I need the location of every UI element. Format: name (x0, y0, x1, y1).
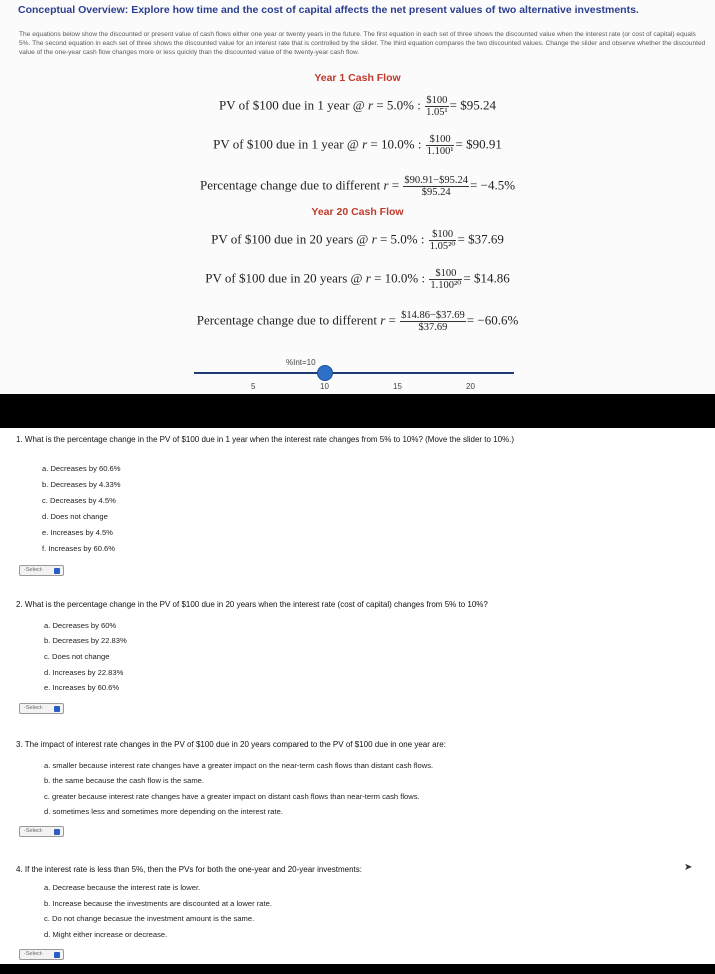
option: c. Decreases by 4.5% (42, 496, 116, 505)
eq-result: = −4.5% (470, 177, 516, 193)
select-value: -Select- (24, 951, 44, 957)
eq-result: = $37.69 (457, 231, 504, 247)
option: c. Does not change (44, 652, 110, 661)
option: e. Increases by 60.6% (44, 683, 120, 692)
year20-heading: Year 20 Cash Flow (311, 206, 404, 218)
option: a. Decreases by 60.6% (42, 464, 121, 473)
eq-fraction (429, 229, 457, 252)
eq-numerator: $100 (429, 229, 457, 241)
eq-prefix: Percentage change due to different (199, 177, 384, 193)
option: c. greater because interest rate changes have a greater impact on distant cash flows than near-term cash flows. (44, 792, 420, 801)
eq-denominator: $37.69 (418, 322, 448, 333)
question-4: 4. If the interest rate is less than 5%, then the PVs for both the one-year and 20-year investments: (16, 865, 362, 874)
eq-rvar: r (365, 270, 371, 286)
year20-eq3 (0, 310, 715, 333)
eq-rvar: r (383, 177, 389, 193)
eq-rvalue: = 10.0% : (370, 270, 429, 286)
year1-heading: Year 1 Cash Flow (314, 72, 401, 84)
question-3: 3. The impact of interest rate changes in the PV of $100 due in 20 years compared to the PV of $100 due in one year are: (16, 740, 446, 749)
option: b. the same because the cash flow is the same. (44, 776, 204, 785)
slider-tick: 15 (393, 382, 402, 391)
select-value: -Select- (24, 567, 44, 573)
slider-label: %Int=10 (286, 358, 316, 367)
dropdown-arrow-icon (54, 706, 60, 712)
black-bar (0, 394, 715, 428)
option: d. sometimes less and sometimes more depending on the interest rate. (44, 807, 283, 816)
question-1: 1. What is the percentage change in the PV of $100 due in 1 year when the interest rate changes from 5% to 10%? (Move the slider to 10%.) (16, 435, 515, 444)
option: a. Decreases by 60% (44, 621, 117, 630)
option: a. Decrease because the interest rate is lower. (44, 883, 201, 892)
option: d. Increases by 22.83% (44, 668, 124, 677)
year1-eq1 (0, 95, 715, 118)
slider-tick: 5 (251, 382, 256, 391)
eq-result: = −60.6% (466, 312, 519, 328)
slider-thumb[interactable] (317, 365, 333, 381)
eq-numerator: $14.86−$37.69 (401, 310, 465, 321)
eq-prefix: PV of $100 due in 1 year @ (219, 97, 368, 113)
bottom-black-bar (0, 964, 715, 974)
eq-numerator: $90.91−$95.24 (404, 175, 469, 186)
slider-tick: 10 (320, 382, 329, 391)
eq-fraction (400, 310, 466, 333)
eq-fraction (403, 175, 469, 198)
eq-denominator: $95.24 (421, 187, 451, 198)
year20-eq1 (0, 229, 715, 252)
question-2-select[interactable] (19, 703, 64, 714)
option: c. Do not change becasue the investment amount is the same. (44, 914, 255, 923)
option: e. Increases by 4.5% (42, 528, 113, 537)
eq-result: = $90.91 (455, 136, 502, 152)
mouse-cursor-icon: ➤ (684, 862, 693, 873)
dropdown-arrow-icon (54, 829, 60, 835)
eq-denominator: 1.05²⁰ (429, 241, 456, 252)
eq-prefix: PV of $100 due in 20 years @ (205, 270, 366, 286)
eq-prefix: PV of $100 due in 20 years @ (211, 231, 372, 247)
eq-denominator: 1.100¹ (426, 146, 454, 157)
slider-track[interactable] (194, 372, 514, 374)
select-value: -Select- (24, 828, 44, 834)
eq-rvar: r (362, 136, 368, 152)
eq-fraction (429, 268, 462, 291)
eq-rvalue: = (385, 312, 400, 328)
intro-text: The equations below show the discounted or present value of cash flows either one year or twenty years in the future. The first equation in each set of three shows the discounted value when the interest rate (or cost of capital) equals 5%. The second equation in each set of three shows the discounted value for an interest rate that is controlled by the slider. The third equation compares the two discounted values. Change the slider and observe whether the discounted value of the one-year cash flow changes more or less quickly than the discounted value of the twenty-year cash flow. (19, 31, 706, 57)
dropdown-arrow-icon (54, 952, 60, 958)
eq-numerator: $100 (426, 134, 455, 146)
eq-numerator: $100 (429, 268, 462, 280)
eq-rvalue: = 5.0% : (373, 97, 425, 113)
eq-denominator: 1.100²⁰ (430, 280, 462, 291)
option: b. Increase because the investments are discounted at a lower rate. (44, 899, 272, 908)
option: d. Does not change (42, 512, 108, 521)
eq-rvalue: = 10.0% : (367, 136, 425, 152)
page-title: Conceptual Overview: Explore how time and the cost of capital affects the net present values of two alternative investments. (18, 4, 639, 16)
eq-rvar: r (380, 312, 386, 328)
question-4-select[interactable] (19, 949, 64, 960)
eq-fraction (425, 95, 449, 118)
question-2: 2. What is the percentage change in the PV of $100 due in 20 years when the interest rate (cost of capital) changes from 5% to 10%? (16, 600, 488, 609)
slider-tick: 20 (466, 382, 475, 391)
eq-rvalue: = 5.0% : (376, 231, 428, 247)
option: b. Decreases by 4.33% (42, 480, 121, 489)
year1-eq3 (0, 175, 715, 198)
eq-rvalue: = (388, 177, 403, 193)
eq-result: = $95.24 (449, 97, 496, 113)
interactive-panel (0, 0, 715, 394)
year1-eq2 (0, 134, 715, 157)
eq-denominator: 1.05¹ (426, 107, 448, 118)
eq-result: = $14.86 (463, 270, 510, 286)
option: a. smaller because interest rate changes have a greater impact on the near-term cash flows than distant cash flows. (44, 761, 434, 770)
question-3-select[interactable] (19, 826, 64, 837)
eq-numerator: $100 (426, 95, 448, 106)
option: d. Might either increase or decrease. (44, 930, 168, 939)
eq-rvar: r (371, 231, 377, 247)
year20-eq2 (0, 268, 715, 291)
eq-rvar: r (367, 97, 374, 113)
select-value: -Select- (24, 705, 44, 711)
eq-prefix: PV of $100 due in 1 year @ (213, 136, 363, 152)
dropdown-arrow-icon (54, 568, 60, 574)
option: b. Decreases by 22.83% (44, 636, 127, 645)
question-1-select[interactable] (19, 565, 64, 576)
eq-prefix: Percentage change due to different (196, 312, 381, 328)
option: f. Increases by 60.6% (42, 544, 116, 553)
eq-fraction (426, 134, 455, 157)
